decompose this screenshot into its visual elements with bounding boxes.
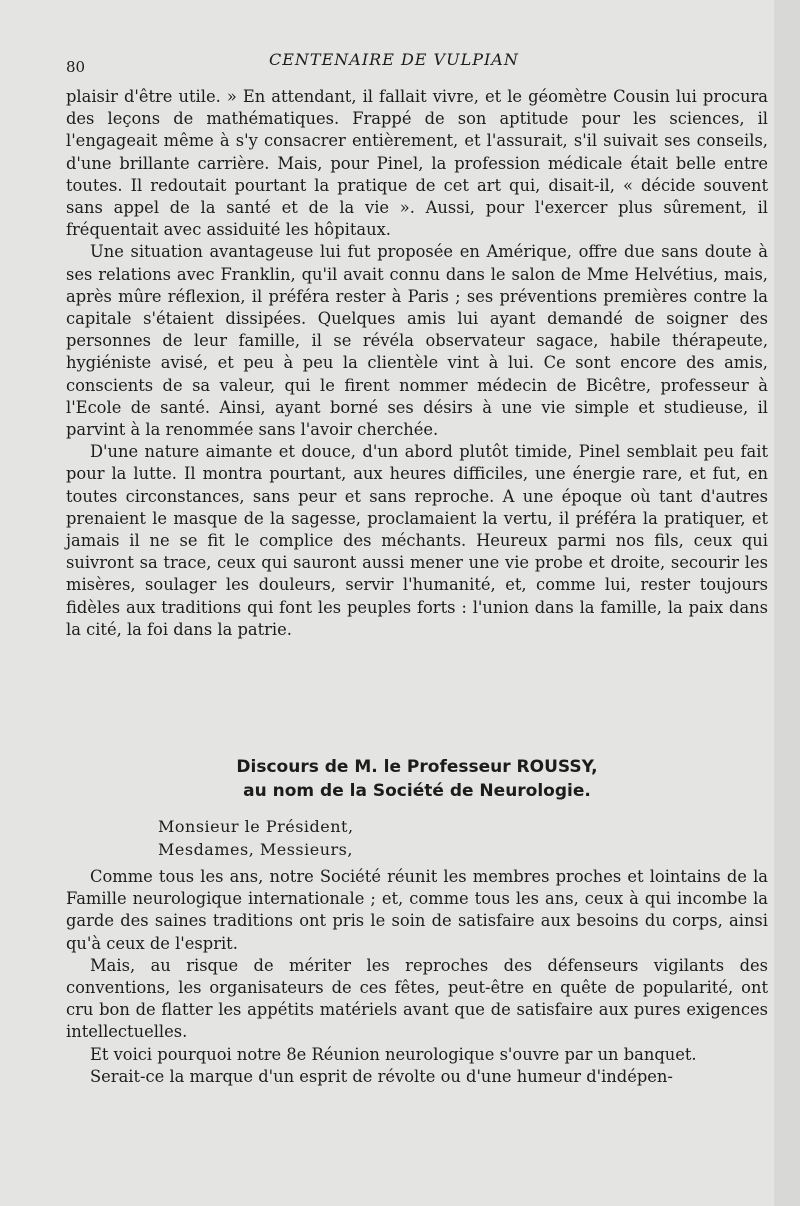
body-text-top xyxy=(66,86,768,641)
salutation xyxy=(158,815,354,861)
speech-title-line: au nom de la Société de Neurologie. xyxy=(243,781,591,801)
salutation-line: Mesdames, Messieurs, xyxy=(158,840,353,859)
paragraph: Mais, au risque de mériter les reproches des défenseurs vigilants des conventions, les organisateurs de ces fêtes, peut-être en quête de popularité, ont cru bon de flatter les appétits matériels avant que de satisfaire aux pures exigences intellectuelles. xyxy=(66,955,768,1042)
speech-title-line: Discours de M. le Professeur ROUSSY, xyxy=(236,757,598,777)
paragraph: Serait-ce la marque d'un esprit de révolte ou d'une humeur d'indépen- xyxy=(90,1066,673,1086)
salutation-line: Monsieur le Président, xyxy=(158,817,354,836)
running-head xyxy=(66,50,766,78)
paragraph: Une situation avantageuse lui fut proposée en Amérique, offre due sans doute à ses relations avec Franklin, qu'il avait connu dans le salon de Mme Helvétius, mais, après mûre réflexion, il préféra rester à Paris ; ses préventions premières contre la capitale s'étaient dissipées. Quelques amis lui ayant demandé de soigner des personnes de leur famille, il se révéla observateur sagace, habile thérapeute, hygiéniste avisé, et peu à peu la clientèle vint à lui. Ce sont encore des amis, conscients de sa valeur, qui le firent nommer médecin de Bicêtre, professeur à l'Ecole de santé. Ainsi, ayant borné ses désirs à une vie simple et studieuse, il parvint à la renommée sans l'avoir cherchée. xyxy=(66,242,768,440)
page-edge xyxy=(774,0,800,1206)
paragraph: D'une nature aimante et douce, d'un abord plutôt timide, Pinel semblait peu fait pour la lutte. Il montra pourtant, aux heures difficiles, une énergie rare, et fut, en toutes circonstances, sans peur et sans reproche. A une époque où tant d'autres prenaient le masque de la sagesse, proclamaient la vertu, il préféra la pratiquer, et jamais il ne se fit le complice des méchants. Heureux parmi nos fils, ceux qui suivront sa trace, ceux qui sauront aussi mener une vie probe et droite, secourir les misères, soulager les douleurs, servir l'humanité, et, comme lui, rester toujours fidèles aux traditions qui font les peuples forts : l'union dans la famille, la paix dans la cité, la foi dans la patrie. xyxy=(66,442,768,639)
paragraph: Et voici pourquoi notre 8e Réunion neurologique s'ouvre par un banquet. xyxy=(90,1044,697,1064)
paragraph: Comme tous les ans, notre Société réunit les membres proches et lointains de la Famille neurologique internationale ; et, comme tous les ans, ceux à qui incombe la garde des saines traditions ont pris le soin de satisfaire aux besoins du corps, ainsi qu'à ceux de l'esprit. xyxy=(66,867,768,953)
speech-title xyxy=(66,755,768,803)
body-text-bottom xyxy=(66,866,768,1088)
running-title: CENTENAIRE DE VULPIAN xyxy=(269,50,519,69)
paragraph: plaisir d'être utile. » En attendant, il fallait vivre, et le géomètre Cousin lui procura des leçons de mathématiques. Frappé de son aptitude pour les sciences, il l'engageait même à s'y consacrer entièrement, et l'assurait, s'il suivait ses conseils, d'une brillante carrière. Mais, pour Pinel, la profession médicale était belle entre toutes. Il redoutait pourtant la pratique de cet art qui, disait-il, « décide souvent sans appel de la santé et de la vie ». Aussi, pour l'exercer plus sûrement, il fréquentait avec assiduité les hôpitaux. xyxy=(66,87,768,240)
page-number: 80 xyxy=(66,58,86,76)
